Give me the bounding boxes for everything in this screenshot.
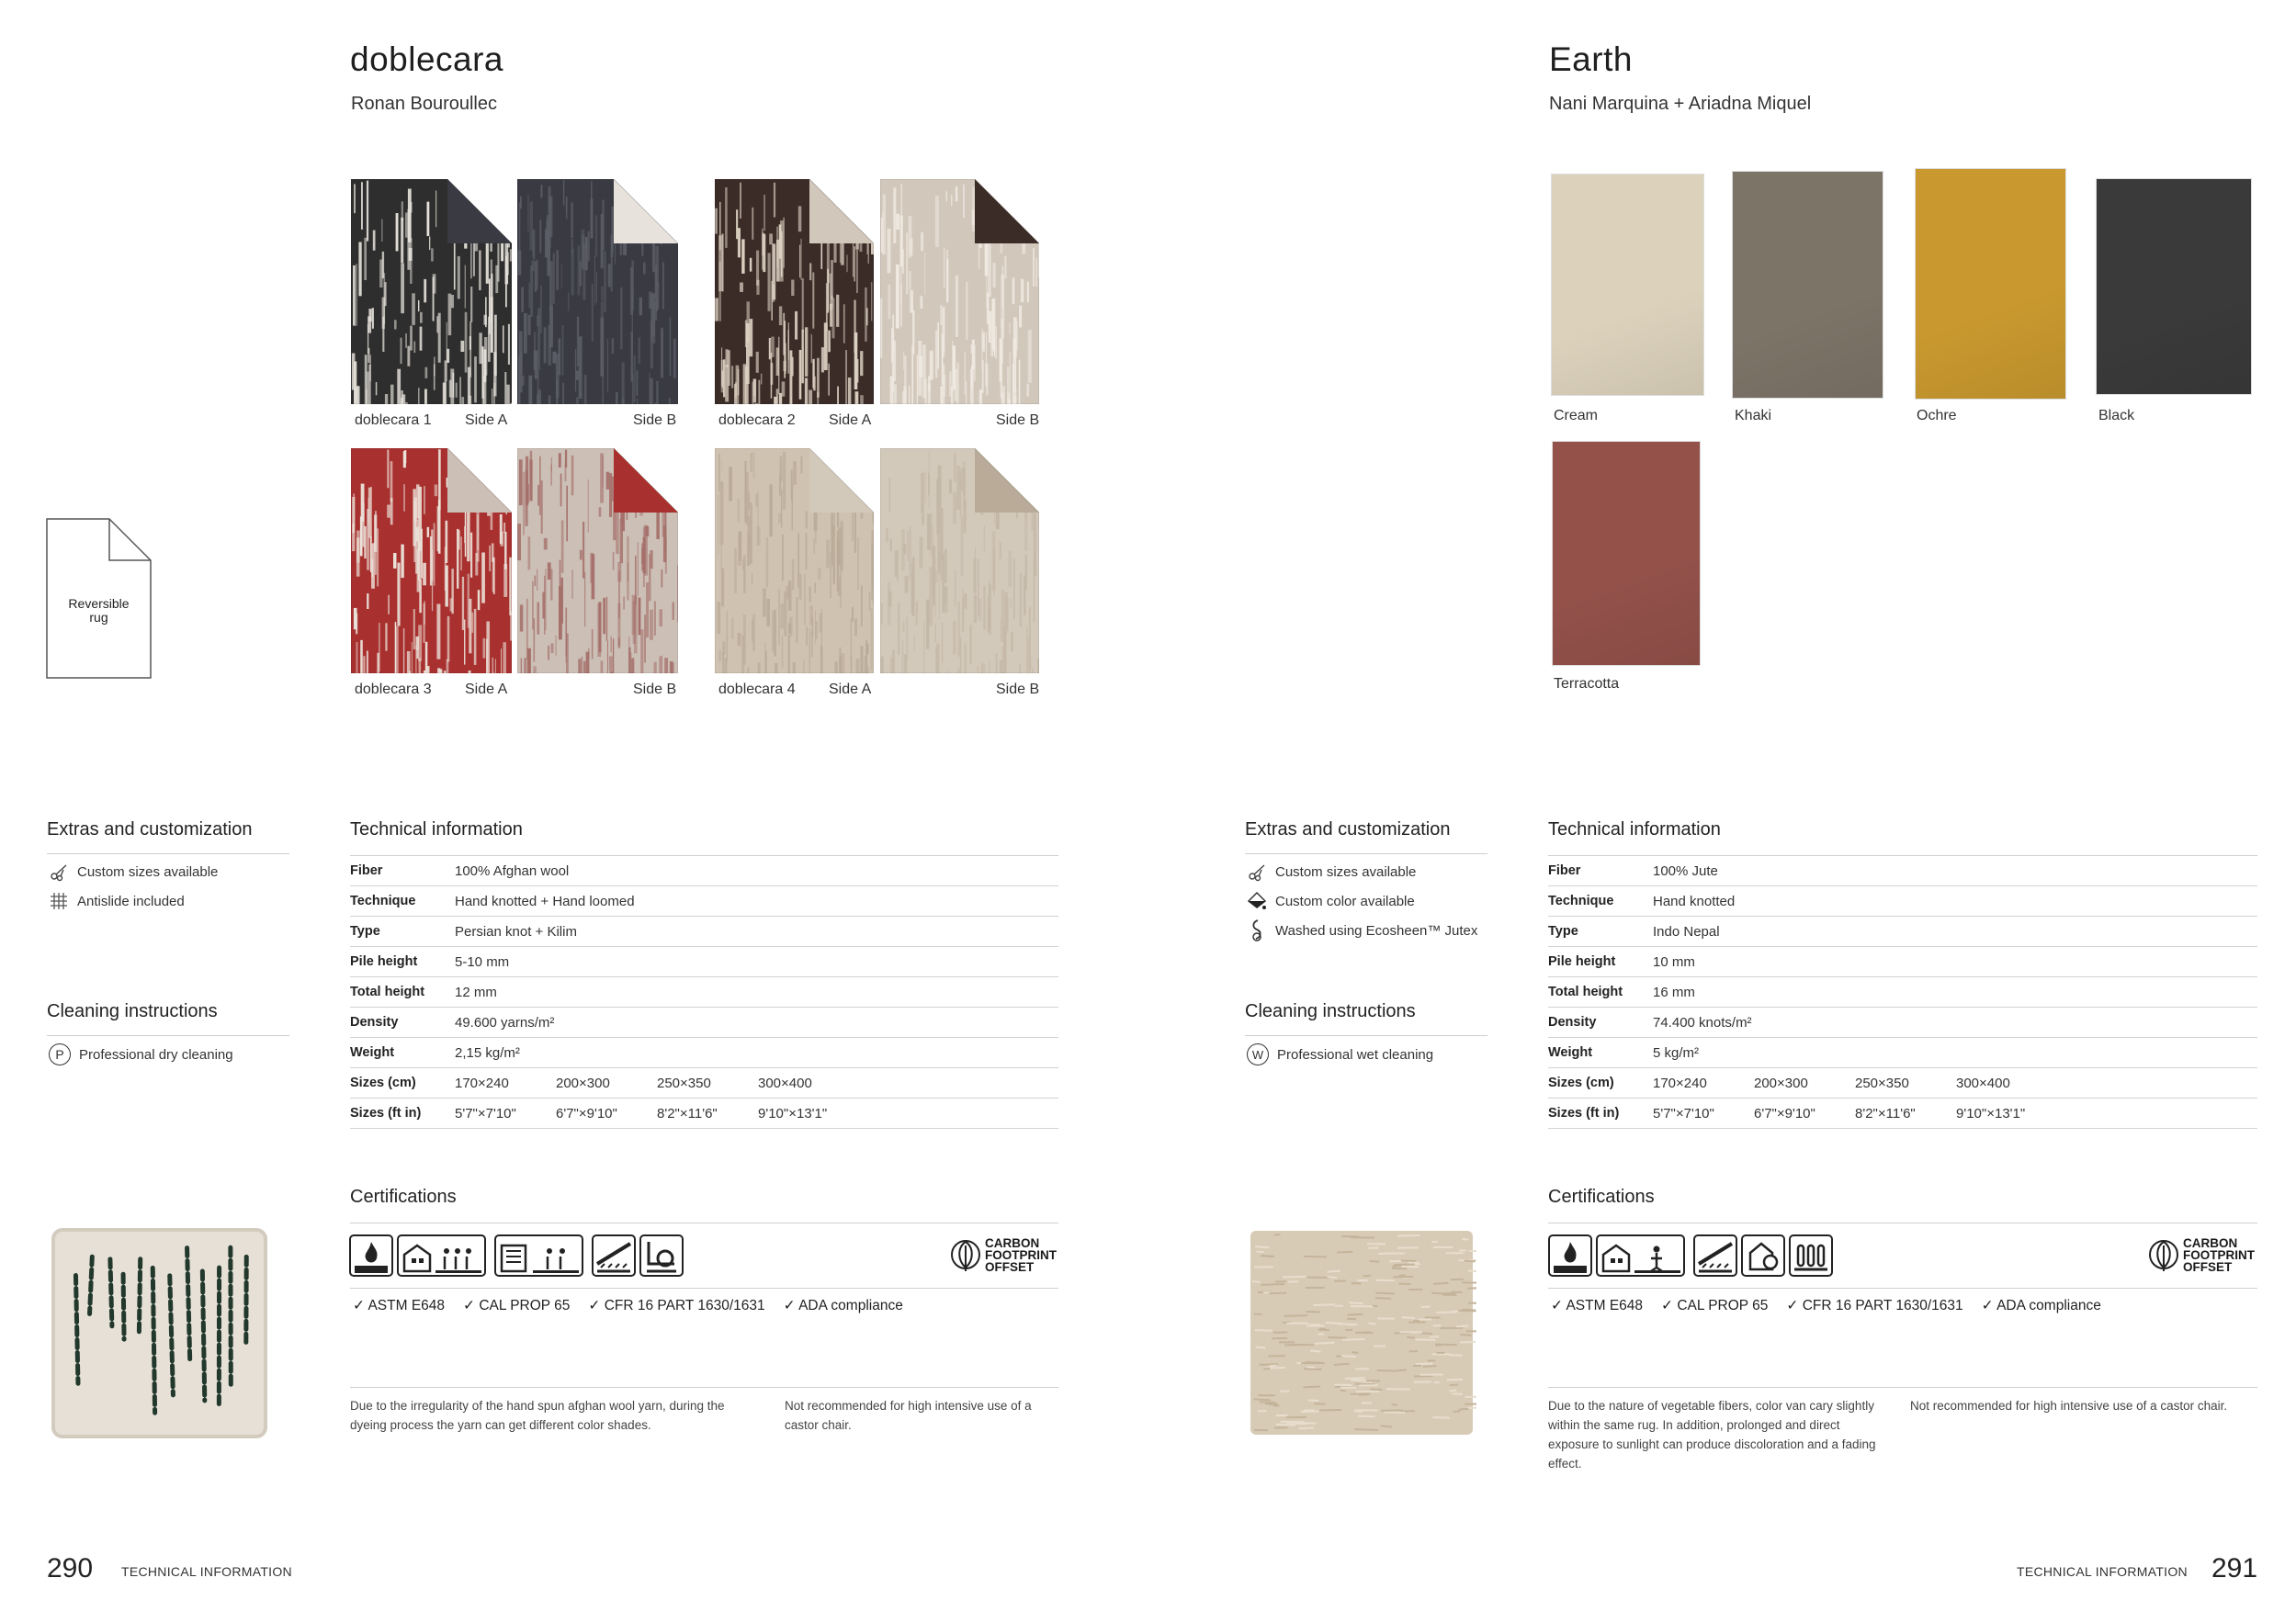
leaf-icon — [2148, 1234, 2179, 1275]
designer-name: Ronan Bouroullec — [351, 94, 497, 114]
flooring-cert-icon — [1693, 1234, 1737, 1277]
terracotta-swatch — [1552, 441, 1701, 666]
tech-row — [350, 1099, 1058, 1129]
carbon-line: FOOTPRINT — [2183, 1247, 2255, 1262]
flooring-cert-icon — [592, 1234, 636, 1277]
size-value: 200×300 — [1754, 1075, 1808, 1091]
ochre-swatch — [1915, 168, 2066, 400]
doblecara-sample-photo — [48, 1224, 271, 1442]
reversible-rug-icon — [46, 518, 152, 679]
tech-row — [1548, 977, 2257, 1008]
scissors-icon — [1247, 862, 1267, 882]
tech-value: Indo Nepal — [1653, 923, 1720, 940]
side-a-label: Side A — [465, 682, 508, 697]
extras-heading: Extras and customization — [1245, 819, 1451, 840]
color-name: Terracotta — [1554, 676, 1620, 692]
carbon-line: CARBON — [985, 1235, 1040, 1250]
castor-note: Not recommended for high intensive use of a castor chair. — [1910, 1399, 2228, 1413]
tech-value: 5 kg/m² — [1653, 1044, 1700, 1061]
house-cert-icon — [397, 1234, 486, 1277]
tech-label: Sizes (ft in) — [350, 1106, 422, 1121]
tech-row — [350, 1068, 1058, 1099]
tech-value: 5-10 mm — [455, 953, 510, 970]
tech-row — [1548, 886, 2257, 917]
divider — [1548, 1387, 2257, 1388]
cert-list — [353, 1297, 922, 1314]
tech-label: Density — [350, 1015, 399, 1030]
tech-row — [1548, 1099, 2257, 1129]
size-value: 5'7"×7'10" — [1653, 1105, 1714, 1121]
cert-item: ✓ CFR 16 PART 1630/1631 — [588, 1298, 765, 1313]
designer-name: Nani Marquina + Ariadna Miquel — [1549, 94, 1812, 114]
size-value: 170×240 — [1653, 1075, 1707, 1091]
page-number: 291 — [2211, 1553, 2258, 1584]
size-value: 8'2"×11'6" — [1855, 1105, 1916, 1121]
tech-value: Hand knotted + Hand loomed — [455, 893, 635, 909]
tech-label: Pile height — [1548, 954, 1616, 969]
reversible-label-rug: rug — [89, 610, 108, 625]
variant-name: doblecara 3 — [355, 682, 432, 697]
carbon-line: OFFSET — [985, 1259, 1035, 1274]
w-circle-icon: W — [1247, 1043, 1269, 1065]
radiator-cert-icon — [1789, 1234, 1833, 1277]
extra-label: Custom color available — [1275, 893, 1415, 909]
tech-value: 74.400 knots/m² — [1653, 1014, 1752, 1031]
footer-label: TECHNICAL INFORMATION — [121, 1564, 292, 1579]
tech-label: Fiber — [1548, 863, 1581, 878]
tech-label: Density — [1548, 1015, 1597, 1030]
cert-item: ✓ CFR 16 PART 1630/1631 — [1786, 1298, 1963, 1313]
cert-item: ✓ ASTM E648 — [1551, 1298, 1644, 1313]
cleaning-item — [1247, 1043, 1433, 1065]
cert-heading: Certifications — [1548, 1187, 1655, 1207]
fire-test-cert-icon — [349, 1234, 393, 1277]
color-name: Khaki — [1735, 408, 1772, 423]
carbon-line: CARBON — [2183, 1235, 2238, 1250]
size-value: 250×350 — [657, 1075, 711, 1091]
cert-list — [1551, 1297, 2120, 1314]
color-name: Ochre — [1917, 408, 1957, 423]
size-value: 8'2"×11'6" — [657, 1105, 718, 1121]
cleaning-heading: Cleaning instructions — [47, 1001, 218, 1021]
cert-item: ✓ CAL PROP 65 — [463, 1298, 571, 1313]
doblecara-2-side-a — [715, 179, 874, 404]
care-note: Due to the nature of vegetable fibers, color van cary slightly within the same rug. In addition, prolonged and direct exposure to sunlight can produce discoloration and a fading effect. — [1548, 1399, 1876, 1471]
side-b-label: Side B — [996, 682, 1040, 697]
side-b-label: Side B — [633, 412, 677, 428]
grid-icon — [49, 891, 69, 911]
carbon-line: OFFSET — [2183, 1259, 2233, 1274]
tech-row — [1548, 917, 2257, 947]
side-a-label: Side A — [829, 682, 872, 697]
tech-label: Sizes (cm) — [350, 1076, 416, 1090]
size-value: 170×240 — [455, 1075, 509, 1091]
page-number: 290 — [47, 1553, 94, 1584]
tech-label: Technique — [1548, 894, 1614, 908]
tech-row — [1548, 856, 2257, 886]
extra-item — [1247, 862, 1416, 882]
side-a-label: Side A — [829, 412, 872, 428]
carbon-offset-badge — [950, 1234, 1057, 1275]
size-value: 5'7"×7'10" — [455, 1105, 516, 1121]
tech-row — [1548, 1038, 2257, 1068]
tech-row — [350, 1038, 1058, 1068]
cleaning-item — [49, 1043, 233, 1065]
tech-label: Type — [350, 924, 380, 939]
size-value: 9'10"×13'1" — [758, 1105, 828, 1121]
house-wheel-cert-icon — [1741, 1234, 1785, 1277]
tech-value: 2,15 kg/m² — [455, 1044, 520, 1061]
divider — [47, 853, 289, 854]
office-cert-icon — [494, 1234, 583, 1277]
washing-icon — [1247, 920, 1267, 941]
size-value: 250×350 — [1855, 1075, 1909, 1091]
tech-heading: Technical information — [350, 819, 523, 840]
tech-label: Type — [1548, 924, 1578, 939]
cleaning-heading: Cleaning instructions — [1245, 1001, 1416, 1021]
doblecara-3-side-a — [351, 448, 512, 673]
doblecara-4-side-b — [880, 448, 1039, 673]
tech-label: Sizes (ft in) — [1548, 1106, 1620, 1121]
tech-row — [1548, 1008, 2257, 1038]
black-swatch — [2096, 178, 2252, 395]
divider — [350, 1387, 1058, 1388]
extra-label: Custom sizes available — [77, 863, 219, 880]
size-value: 200×300 — [556, 1075, 610, 1091]
tech-label: Sizes (cm) — [1548, 1076, 1614, 1090]
tech-value: 12 mm — [455, 984, 497, 1000]
tech-label: Weight — [350, 1045, 395, 1060]
doblecara-1-side-a — [351, 179, 512, 404]
tech-label: Total height — [350, 985, 425, 999]
tech-row — [1548, 1068, 2257, 1099]
house-cert-icon — [1596, 1234, 1685, 1277]
variant-name: doblecara 4 — [718, 682, 796, 697]
color-name: Cream — [1554, 408, 1599, 423]
doblecara-3-side-b — [517, 448, 678, 673]
tech-value: 16 mm — [1653, 984, 1695, 1000]
cert-item: ✓ ADA compliance — [1981, 1298, 2101, 1313]
cert-item: ✓ ASTM E648 — [353, 1298, 446, 1313]
tech-value: 49.600 yarns/m² — [455, 1014, 555, 1031]
extra-label: Washed using Ecosheen™ Jutex — [1275, 922, 1478, 939]
divider — [1245, 1035, 1487, 1036]
tech-row — [350, 977, 1058, 1008]
khaki-swatch — [1732, 171, 1883, 399]
size-value: 6'7"×9'10" — [556, 1105, 617, 1121]
cert-item: ✓ ADA compliance — [783, 1298, 903, 1313]
divider — [350, 1288, 1058, 1289]
doblecara-2-side-b — [880, 179, 1039, 404]
tech-heading: Technical information — [1548, 819, 1721, 840]
reversible-label: Reversible — [68, 596, 130, 611]
side-b-label: Side B — [996, 412, 1040, 428]
tech-label: Pile height — [350, 954, 418, 969]
divider — [1245, 853, 1487, 854]
tech-value: 10 mm — [1653, 953, 1695, 970]
tech-row — [350, 917, 1058, 947]
earth-sample-photo — [1247, 1227, 1476, 1438]
tech-value: Hand knotted — [1653, 893, 1736, 909]
tech-value: 100% Jute — [1653, 862, 1718, 879]
divider — [1548, 1288, 2257, 1289]
cert-item: ✓ CAL PROP 65 — [1661, 1298, 1769, 1313]
castor-note: Not recommended for high intensive use of a castor chair. — [785, 1399, 1032, 1432]
variant-name: doblecara 1 — [355, 412, 432, 428]
cream-swatch — [1551, 174, 1704, 396]
extras-heading: Extras and customization — [47, 819, 253, 840]
cleaning-label: Professional dry cleaning — [79, 1046, 233, 1063]
product-title: doblecara — [350, 40, 504, 78]
side-b-label: Side B — [633, 682, 677, 697]
tech-row — [350, 886, 1058, 917]
tech-label: Total height — [1548, 985, 1623, 999]
tech-label: Fiber — [350, 863, 383, 878]
p-circle-icon: P — [49, 1043, 71, 1065]
fire-test-cert-icon — [1548, 1234, 1592, 1277]
doblecara-1-side-b — [517, 179, 678, 404]
product-title: Earth — [1549, 40, 1633, 78]
tech-row — [1548, 947, 2257, 977]
care-note: Due to the irregularity of the hand spun afghan wool yarn, during the dyeing process the yarn can get different color shades. — [350, 1399, 725, 1432]
color-name: Black — [2098, 408, 2135, 423]
size-value: 9'10"×13'1" — [1956, 1105, 2026, 1121]
leaf-icon — [950, 1234, 981, 1275]
tech-value: 100% Afghan wool — [455, 862, 570, 879]
carbon-line: FOOTPRINT — [985, 1247, 1057, 1262]
extra-label: Antislide included — [77, 893, 185, 909]
size-value: 300×400 — [758, 1075, 812, 1091]
footer-label: TECHNICAL INFORMATION — [2017, 1564, 2188, 1579]
divider — [47, 1035, 289, 1036]
size-value: 300×400 — [1956, 1075, 2010, 1091]
paint-bucket-icon — [1247, 891, 1267, 911]
wheel-cert-icon — [639, 1234, 684, 1277]
tech-label: Weight — [1548, 1045, 1593, 1060]
size-value: 6'7"×9'10" — [1754, 1105, 1815, 1121]
carbon-offset-badge — [2148, 1234, 2255, 1275]
tech-value: Persian knot + Kilim — [455, 923, 577, 940]
tech-row — [350, 856, 1058, 886]
extra-item — [1247, 920, 1477, 941]
tech-row — [350, 947, 1058, 977]
extra-item — [49, 862, 218, 882]
extra-label: Custom sizes available — [1275, 863, 1417, 880]
extra-item — [49, 891, 185, 911]
cert-heading: Certifications — [350, 1187, 457, 1207]
tech-row — [350, 1008, 1058, 1038]
scissors-icon — [49, 862, 69, 882]
cleaning-label: Professional wet cleaning — [1277, 1046, 1434, 1063]
side-a-label: Side A — [465, 412, 508, 428]
tech-label: Technique — [350, 894, 416, 908]
doblecara-4-side-a — [715, 448, 874, 673]
extra-item — [1247, 891, 1415, 911]
variant-name: doblecara 2 — [718, 412, 796, 428]
